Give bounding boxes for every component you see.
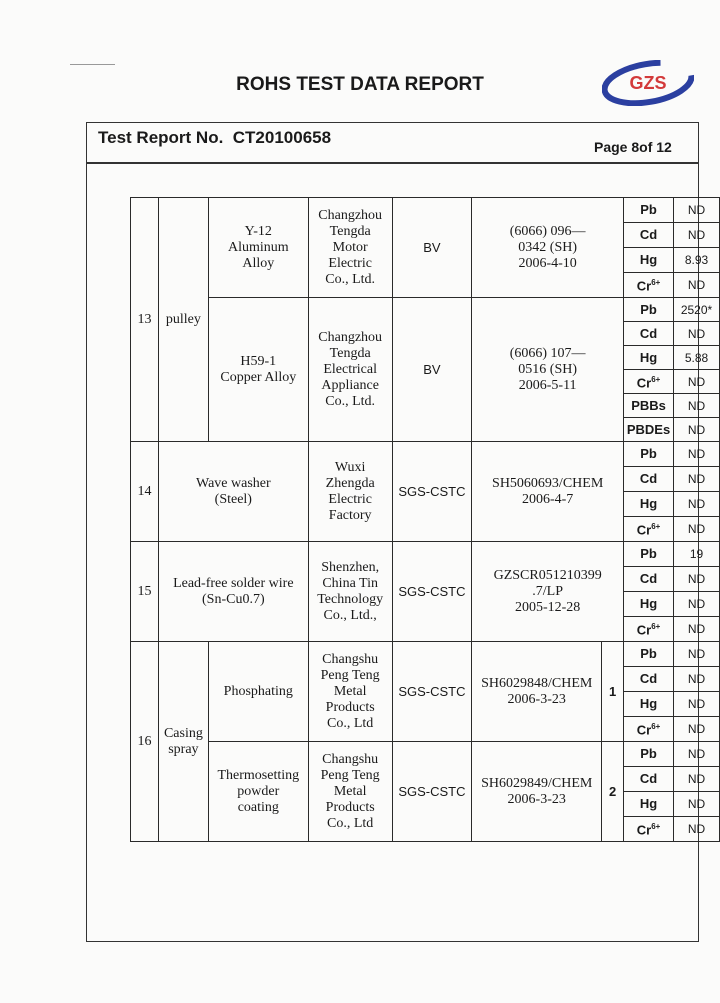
element-cell: Hg [624,692,674,717]
element-cell: Hg [624,592,674,617]
lab-cell: SGS-CSTC [392,742,472,842]
table-row [131,298,720,322]
scan-mark [70,64,115,65]
supplier-cell: Changzhou Tengda Electrical Appliance Co., Ltd. [308,298,392,442]
material-cell: Thermosetting powder coating [208,742,308,842]
element-cell: Pb [624,442,674,467]
sample-number: 1 [602,642,624,742]
result-cell: ND [674,467,720,492]
item-name: Lead-free solder wire (Sn-Cu0.7) [158,542,308,642]
result-cell: ND [674,567,720,592]
header-divider [86,162,699,164]
item-number: 13 [131,198,159,442]
result-cell: ND [674,742,720,767]
result-cell: ND [674,792,720,817]
result-cell: 8.93 [674,248,720,273]
element-cell: Pb [624,198,674,223]
lab-cell: BV [392,298,472,442]
result-cell: ND [674,198,720,223]
result-cell: 5.88 [674,346,720,370]
element-cell: Hg [624,792,674,817]
report-cell: (6066) 107— 0516 (SH) 2006-5-11 [472,298,624,442]
result-cell: ND [674,223,720,248]
item-name: pulley [158,198,208,442]
lab-cell: SGS-CSTC [392,642,472,742]
lab-cell: SGS-CSTC [392,542,472,642]
result-cell: ND [674,394,720,418]
supplier-cell: Changshu Peng Teng Metal Products Co., Ltd [308,742,392,842]
element-cell: Hg [624,346,674,370]
result-cell: ND [674,273,720,298]
gzs-logo [602,60,694,106]
sample-number: 2 [602,742,624,842]
table-row [131,198,720,223]
report-title: ROHS TEST DATA REPORT [236,74,484,95]
supplier-cell: Changzhou Tengda Motor Electric Co., Ltd. [308,198,392,298]
element-cell: Cd [624,467,674,492]
element-cell: $Cr^{6+}$ [624,617,674,642]
report-number [98,128,331,148]
result-cell: ND [674,492,720,517]
result-cell: ND [674,667,720,692]
material-cell: Phosphating [208,642,308,742]
supplier-cell: Wuxi Zhengda Electric Factory [308,442,392,542]
element-cell: $Cr^{6+}$ [624,517,674,542]
page-number: Page 8of 12 [594,139,672,155]
supplier-cell: Shenzhen, China Tin Technology Co., Ltd., [308,542,392,642]
result-cell: ND [674,717,720,742]
result-cell: ND [674,322,720,346]
result-cell: 19 [674,542,720,567]
element-cell: Pb [624,298,674,322]
material-cell: Y-12 Aluminum Alloy [208,198,308,298]
element-cell: Hg [624,248,674,273]
result-cell: ND [674,592,720,617]
report-number-value: CT20100658 [232,128,332,147]
element-cell: $Cr^{6+}$ [624,273,674,298]
result-cell: 2520* [674,298,720,322]
report-cell: (6066) 096— 0342 (SH) 2006-4-10 [472,198,624,298]
rohs-data-table [130,197,720,842]
element-cell: Pb [624,642,674,667]
report-cell: SH5060693/CHEM 2006-4-7 [472,442,624,542]
result-cell: ND [674,517,720,542]
table-row [131,742,720,767]
element-cell: Cd [624,767,674,792]
report-number-label: Test Report No. [98,128,224,147]
table-row [131,542,720,567]
item-number: 16 [131,642,159,842]
item-name: Wave washer (Steel) [158,442,308,542]
material-cell: H59-1 Copper Alloy [208,298,308,442]
item-number: 14 [131,442,159,542]
result-cell: ND [674,617,720,642]
result-cell: ND [674,442,720,467]
result-cell: ND [674,767,720,792]
element-cell: PBDEs [624,418,674,442]
element-cell: Hg [624,492,674,517]
report-cell: GZSCR051210399 .7/LP 2005-12-28 [472,542,624,642]
result-cell: ND [674,642,720,667]
lab-cell: BV [392,198,472,298]
element-cell: Pb [624,542,674,567]
element-cell: Pb [624,742,674,767]
element-cell: $Cr^{6+}$ [624,817,674,842]
element-cell: Cd [624,567,674,592]
element-cell: Cd [624,667,674,692]
element-cell: $Cr^{6+}$ [624,717,674,742]
result-cell: ND [674,692,720,717]
result-cell: ND [674,370,720,394]
result-cell: ND [674,418,720,442]
item-number: 15 [131,542,159,642]
item-name: Casing spray [158,642,208,842]
element-cell: Cd [624,322,674,346]
element-cell: PBBs [624,394,674,418]
lab-cell: SGS-CSTC [392,442,472,542]
logo-text: GZS [629,73,667,93]
supplier-cell: Changshu Peng Teng Metal Products Co., Ltd [308,642,392,742]
report-cell: SH6029848/CHEM 2006-3-23 [472,642,602,742]
result-cell: ND [674,817,720,842]
element-cell: $Cr^{6+}$ [624,370,674,394]
table-row [131,442,720,467]
report-cell: SH6029849/CHEM 2006-3-23 [472,742,602,842]
element-cell: Cd [624,223,674,248]
table-row [131,642,720,667]
